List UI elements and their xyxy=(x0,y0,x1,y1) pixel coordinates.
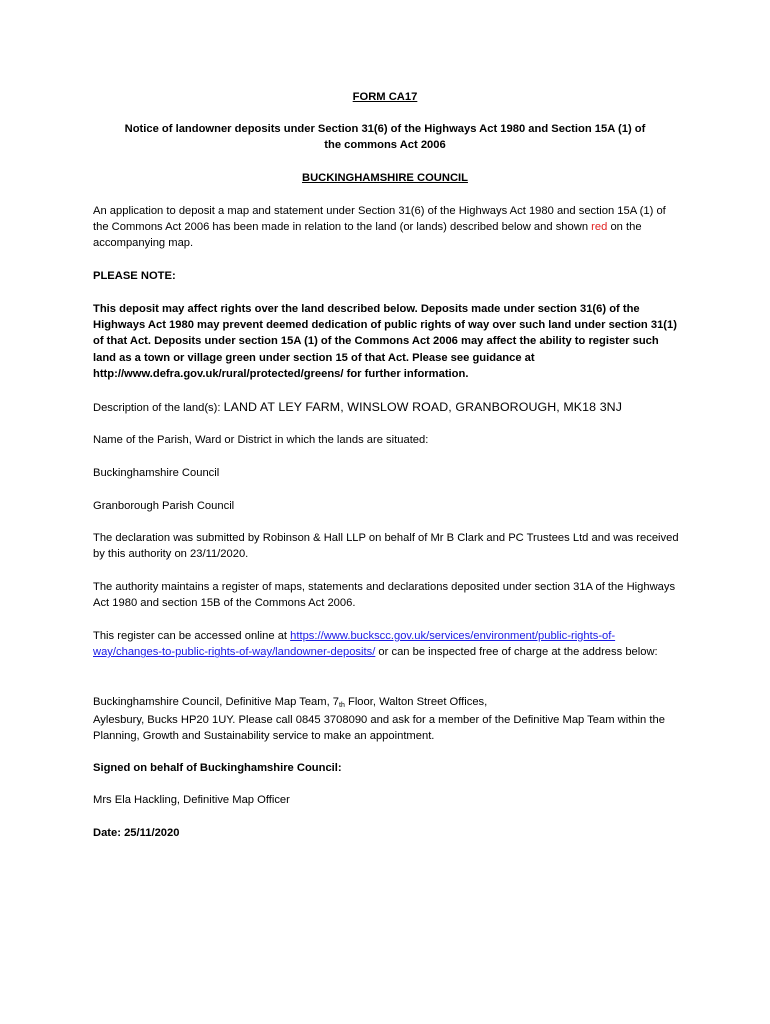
intro-paragraph xyxy=(93,203,683,252)
land-value: LAND AT LEY FARM, WINSLOW ROAD, GRANBOROUGH, MK18 3NJ xyxy=(223,400,623,414)
landowner-deposits-link[interactable]: https://www.buckscc.gov.uk/services/environment/public-rights-of-way/changes-to-public-rights-of-way/landowner-deposits/ xyxy=(93,630,616,659)
warning-paragraph: This deposit may affect rights over the land described below. Deposits made under section 31(6) of the Highways Act 1980 may prevent deemed dedication of public rights of way over such land under section 31(1) of that Act. Deposits under section 15A (1) of the Commons Act 2006 may affect the ability to register such land as a town or village green under section 15 of that Act. Please see guidance at http://www.defra.gov.uk/rural/protected/greens/ for further information. xyxy=(93,303,677,380)
notice-title-line1: Notice of landowner deposits under Section 31(6) of the Highways Act 1980 and Section 15A (1) of xyxy=(124,123,646,135)
access-paragraph xyxy=(93,628,683,660)
parish-item-granborough: Granborough Parish Council xyxy=(93,500,235,512)
notice-title-line2: the commons Act 2006 xyxy=(324,139,446,152)
red-word: red xyxy=(591,221,608,234)
register-paragraph: The authority maintains a register of maps, statements and declarations deposited under section 31A of the Highways Act 1980 and section 15B of the Commons Act 2006. xyxy=(93,581,676,610)
notice-title xyxy=(80,121,690,153)
declaration-paragraph: The declaration was submitted by Robinson & Hall LLP on behalf of Mr B Clark and PC Trustees Ltd and was received by this authority on 23/11/2020. xyxy=(93,532,679,561)
address-part1: Buckinghamshire Council, Definitive Map Team, 7 xyxy=(93,696,340,708)
officer-name: Mrs Ela Hackling, Definitive Map Officer xyxy=(93,794,290,806)
council-heading: BUCKINGHAMSHIRE COUNCIL xyxy=(302,172,468,184)
parish-label: Name of the Parish, Ward or District in which the lands are situated: xyxy=(93,434,429,446)
signature-date: Date: 25/11/2020 xyxy=(93,827,180,839)
land-label: Description of the land(s): xyxy=(93,402,221,414)
form-title: FORM CA17 xyxy=(352,91,418,103)
land-description xyxy=(93,399,683,416)
address-line2: Aylesbury, Bucks HP20 1UY. Please call 0845 3708090 and ask for a member of the Definitive Map Team within the Planning, Growth and Sustainability service to make an appointment. xyxy=(93,714,665,743)
access-text-end: or can be inspected free of charge at the address below: xyxy=(378,646,658,659)
intro-text-end: on the accompanying map. xyxy=(93,221,642,250)
address-paragraph xyxy=(93,694,683,745)
signed-heading: Signed on behalf of Buckinghamshire Council: xyxy=(93,762,342,774)
access-text: This register can be accessed online at xyxy=(93,630,288,642)
address-part2: Floor, Walton Street Offices, xyxy=(347,696,488,708)
ordinal-suffix: th xyxy=(339,702,345,709)
parish-item-council: Buckinghamshire Council xyxy=(93,467,220,479)
please-note-heading: PLEASE NOTE: xyxy=(93,270,176,282)
intro-text: An application to deposit a map and statement under Section 31(6) of the Highways Act 1980 and section 15A (1) of the Commons Act 2006 has been made in relation to the land (or lands) described below and shown xyxy=(93,205,666,234)
